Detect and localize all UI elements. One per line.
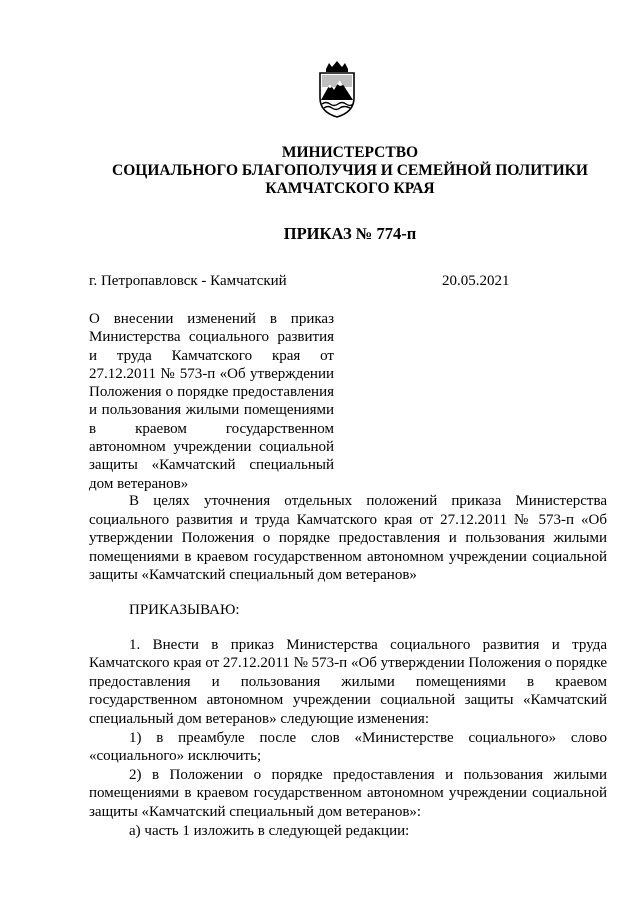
clause-1-1: 1) в преамбуле после слов «Министерстве социального» слово «социального» исключить; — [89, 729, 607, 765]
ministry-header-line: МИНИСТЕРСТВО — [281, 144, 419, 161]
clause-1-2: 2) в Положении о порядке предоставления и пользования жилыми помещениями в краевом государственном автономном учреждении социальной защиты «Камчатский специальный дом ветеранов»: — [89, 766, 607, 820]
issue-place: г. Петропавловск - Камчатский — [89, 273, 287, 289]
clause-1: 1. Внести в приказ Министерства социального развития и труда Камчатского края от 27.12.2011 № 573-п «Об утверждении Положения о порядке предоставления и пользования жилыми помещениями в краевом государственном автономном учреждении социальной защиты «Камчатский специальный дом ветеранов» следующие изменения: — [89, 636, 608, 727]
order-keyword: ПРИКАЗЫВАЮ: — [129, 601, 240, 618]
order-body — [89, 492, 607, 840]
clause-1-2-a: а) часть 1 изложить в следующей редакции: — [129, 822, 410, 839]
ministry-header-line: КАМЧАТСКОГО КРАЯ — [265, 180, 435, 197]
order-subject: О внесении изменений в приказ Министерства социального развития и труда Камчатского края от 27.12.2011 № 573-п «Об утверждении Положения о порядке предоставления и пользования жилыми помещениями в краевом государственном автономном учреждении социальной защиты «Камчатский специальный дом ветеранов» — [89, 311, 334, 492]
preamble-paragraph: В целях уточнения отдельных положений приказа Министерства социального развития и труда Камчатского края от 27.12.2011 № 573-п «Об утверждении Положения о порядке предоставления и пользования жилыми помещениями в краевом государственном автономном учреждении социальной защиты «Камчатский специальный дом ветеранов» — [89, 493, 607, 584]
order-title: ПРИКАЗ № 774-п — [283, 224, 417, 243]
ministry-header-line: СОЦИАЛЬНОГО БЛАГОПОЛУЧИЯ И СЕМЕЙНОЙ ПОЛИТИКИ — [112, 162, 588, 179]
ministry-header — [60, 144, 640, 198]
kamchatka-coat-of-arms-icon — [314, 60, 360, 118]
issue-date: 20.05.2021 — [442, 273, 510, 289]
